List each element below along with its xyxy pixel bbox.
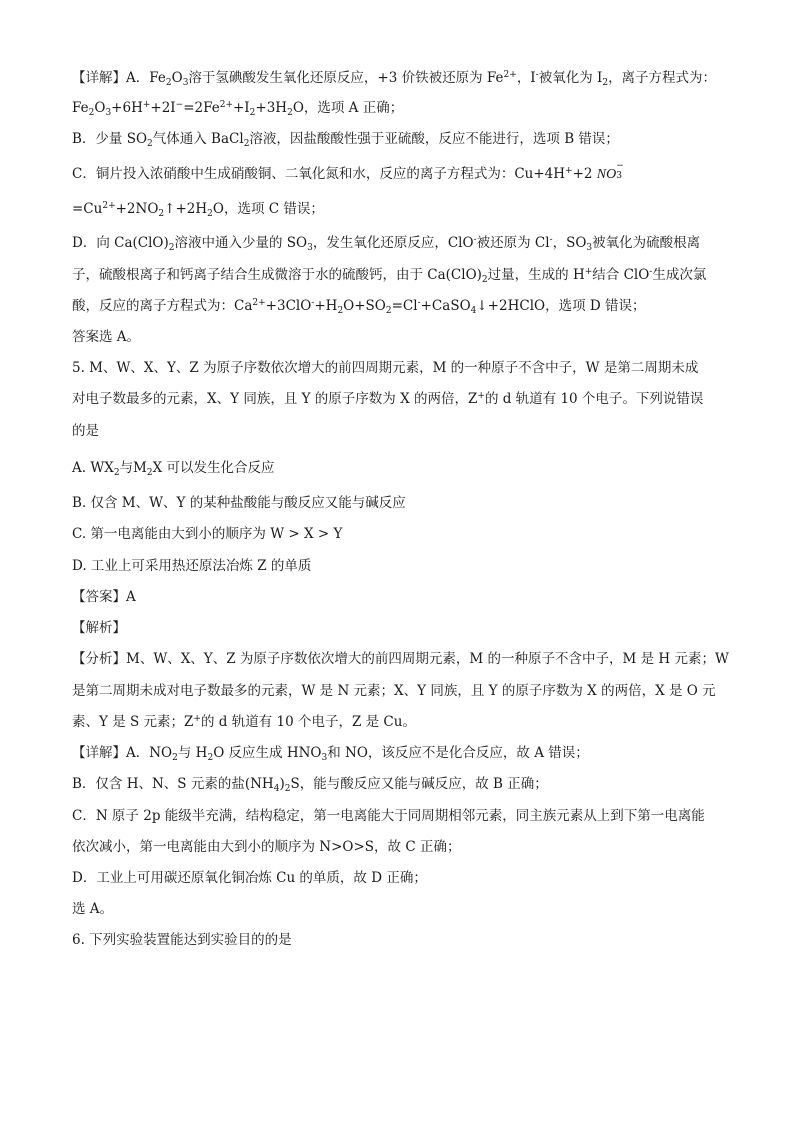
question-6: 6. 下列实验装置能达到实验目的的是 — [72, 932, 292, 948]
analysis-label: 【解析】 — [72, 620, 126, 636]
analysis-line-3: 素、Y 是 S 元素；Z+的 d 轨道有 10 个电子，Z 是 Cu。 — [72, 714, 416, 730]
explanation-d-line-3: 酸，反应的离子方程式为：$Ca^{2+}+3ClO^-+H_2O+SO_2=Cl^-+CaSO_4↓+2HClO$，选项 D 错误； — [72, 298, 646, 316]
explanation-c-line-2: $=Cu^{2+}+2NO_2↑+2H_2O$，选项 C 错误； — [72, 201, 324, 219]
option-d: D. 工业上可采用热还原法冶炼 Z 的单质 — [72, 558, 312, 574]
detail-c-line-2: 依次减小，第一电离能由大到小的顺序为 N>O>S，故 C 正确； — [72, 839, 461, 855]
explanation-d-line-1: D．向 $Ca(ClO)_2$溶液中通入少量的 $SO_3$，发生氧化还原反应，ClO-被还原为 Cl-，$SO_3$被氧化为硫酸根离 — [72, 235, 701, 253]
explanation-a-line-1: 【详解】A．$Fe_2O_3$溶于氢碘酸发生氧化还原反应，+3 价铁被还原为 $Fe^{2+}$，I-被氧化为 $I_2$，离子方程式为： — [72, 70, 717, 88]
question-5-line-1: 5. M、W、X、Y、Z 为原子序数依次增大的前四周期元素，M 的一种原子不含中子，W 是第二周期未成 — [72, 360, 699, 376]
option-c: C. 第一电离能由大到小的顺序为 W > X > Y — [72, 526, 343, 542]
question-5-line-2: 对电子数最多的元素，X、Y 同族，且 Y 的原子序数为 X 的两倍，Z+的 d 轨道有 10 个电子。下列说错误 — [72, 391, 704, 407]
answer-label: 【答案】A — [72, 589, 136, 605]
detail-a: 【详解】A．$NO_2$与 $H_2O$ 反应生成 $HNO_3$和 NO，该反应不是化合反应，故 A 错误； — [72, 745, 589, 763]
question-5-line-3: 的是 — [72, 423, 99, 439]
final-choice: 选 A。 — [72, 901, 114, 917]
explanation-b-line: B．少量 $SO_2$气体通入 BaCl$_2$溶液，因盐酸酸性强于亚硫酸，反应不能进行，选项 B 错误； — [72, 131, 619, 149]
answer-line-4: 答案选 A。 — [72, 329, 141, 345]
analysis-line-2: 是第二周期未成对电子数最多的元素，W 是 N 元素；X、Y 同族，且 Y 的原子序数为 X 的两倍，X 是 O 元 — [72, 683, 716, 699]
option-b: B. 仅含 M、W、Y 的某种盐酸能与酸反应又能与碱反应 — [72, 495, 406, 511]
detail-d: D．工业上可用碳还原氧化铜冶炼 Cu 的单质，故 D 正确； — [72, 870, 427, 886]
explanation-d-line-2: 子，硫酸根离子和钙离子结合生成微溶于水的硫酸钙，由于 $Ca(ClO)_2$过量，生成的 H+结合 ClO-生成次氯 — [72, 267, 707, 285]
explanation-c-line-1: C．铜片投入浓硝酸中生成硝酸铜、二氧化氮和水，反应的离子方程式为：Cu+4H++2 NO − 3 — [72, 161, 624, 182]
detail-c-line-1: C．N 原子 2p 能级半充满，结构稳定，第一电离能大于同周期相邻元素，同主族元素从上到下第一电离能 — [72, 808, 705, 824]
explanation-a-line-2: $Fe_2O_3+6H^++2I^-=2Fe^{2+}+I_2+3H_2O$，选项 A 正确； — [72, 100, 404, 118]
analysis-line-1: 【分析】M、W、X、Y、Z 为原子序数依次增大的前四周期元素，M 的一种原子不含中子，M 是 H 元素；W — [72, 651, 729, 667]
option-a: A. $WX_2$与$M_2X$ 可以发生化合反应 — [72, 460, 275, 478]
detail-b: B．仅含 H、N、S 元素的盐$(NH_4)_2S$，能与酸反应又能与碱反应，故 B 正确； — [72, 776, 548, 794]
